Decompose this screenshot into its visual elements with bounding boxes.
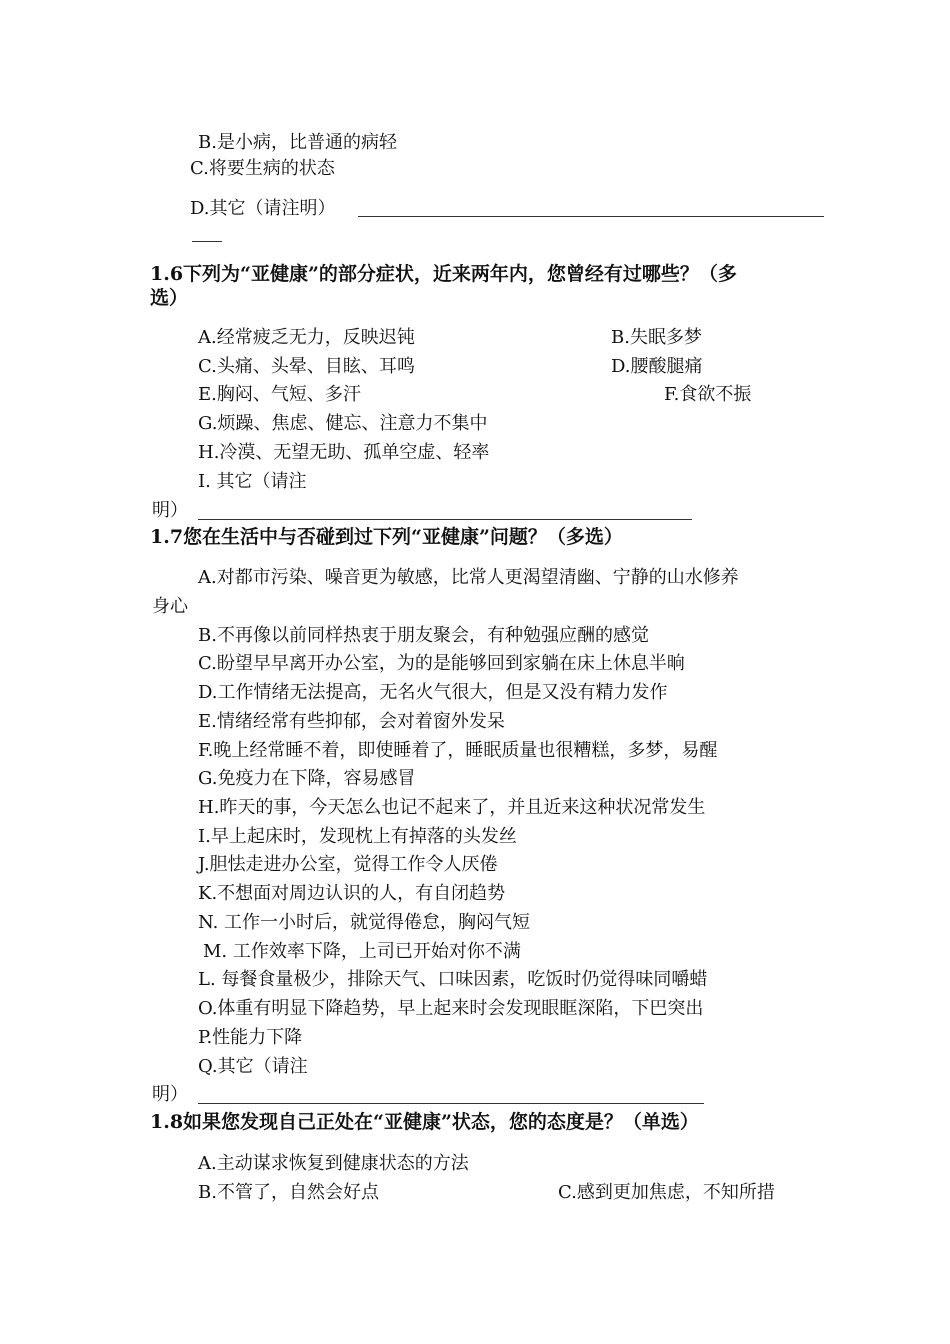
q17-option-q: Q.其它（请注 xyxy=(198,1056,308,1077)
q17-other-tail: 明） xyxy=(152,1084,188,1105)
q17-option-k: K.不想面对周边认识的人，有自闭趋势 xyxy=(198,883,506,904)
q17-option-a-line1: A.对都市污染、噪音更为敏感，比常人更渴望清幽、宁静的山水修养 xyxy=(198,567,739,588)
q15-other-blank-cont[interactable] xyxy=(192,241,222,242)
q17-option-g: G.免疫力在下降，容易感冒 xyxy=(198,768,416,789)
q17-option-c: C.盼望早早离开办公室，为的是能够回到家躺在床上休息半晌 xyxy=(198,653,685,674)
q17-title: 1.7您在生活中与否碰到过下列“亚健康”问题？（多选） xyxy=(150,526,623,548)
q18-option-b: B.不管了，自然会好点 xyxy=(198,1182,379,1203)
q16-option-e: E.胸闷、气短、多汗 xyxy=(198,384,361,405)
q17-option-d: D.工作情绪无法提高，无名火气很大，但是又没有精力发作 xyxy=(198,682,668,703)
q17-option-m: M. 工作效率下降，上司已开始对你不满 xyxy=(203,941,521,962)
q15-option-c: C.将要生病的状态 xyxy=(190,158,335,179)
q16-option-g: G.烦躁、焦虑、健忘、注意力不集中 xyxy=(198,413,488,434)
q16-title-line2: 选） xyxy=(150,287,189,309)
q15-option-d: D.其它（请注明） xyxy=(190,198,336,219)
q16-option-a: A.经常疲乏无力，反映迟钝 xyxy=(198,327,415,348)
q17-other-blank[interactable] xyxy=(198,1103,704,1104)
q17-option-a-line2: 身心 xyxy=(152,596,188,617)
q16-option-c: C.头痛、头晕、目眩、耳鸣 xyxy=(198,356,415,377)
q17-option-o: O.体重有明显下降趋势，早上起来时会发现眼眶深陷，下巴突出 xyxy=(198,998,704,1019)
q16-option-d: D.腰酸腿痛 xyxy=(611,356,703,377)
q16-other-tail: 明） xyxy=(152,500,188,521)
q16-option-i: I. 其它（请注 xyxy=(198,471,307,492)
q17-option-b: B.不再像以前同样热衷于朋友聚会，有种勉强应酬的感觉 xyxy=(198,625,649,646)
q18-option-c: C.感到更加焦虑，不知所措 xyxy=(558,1182,775,1203)
q15-option-b: B.是小病，比普通的病轻 xyxy=(198,132,397,153)
q16-option-b: B.失眠多梦 xyxy=(611,327,702,348)
q16-option-f: F.食欲不振 xyxy=(664,384,752,405)
q17-option-j: J.胆怯走进办公室，觉得工作令人厌倦 xyxy=(198,854,498,875)
q18-title: 1.8如果您发现自己正处在“亚健康”状态，您的态度是？（单选） xyxy=(150,1111,699,1133)
q17-option-p: P.性能力下降 xyxy=(198,1027,303,1048)
q17-option-n: N. 工作一小时后，就觉得倦怠，胸闷气短 xyxy=(198,912,531,933)
q17-option-f: F.晚上经常睡不着，即使睡着了，睡眠质量也很糟糕，多梦，易醒 xyxy=(198,740,718,761)
q16-title-line1: 1.6下列为“亚健康”的部分症状，近来两年内，您曾经有过哪些？（多 xyxy=(150,263,737,285)
q15-other-blank[interactable] xyxy=(358,216,824,217)
q18-option-a: A.主动谋求恢复到健康状态的方法 xyxy=(198,1153,469,1174)
q17-option-i: I.早上起床时，发现枕上有掉落的头发丝 xyxy=(198,826,517,847)
q17-option-e: E.情绪经常有些抑郁，会对着窗外发呆 xyxy=(198,711,505,732)
q17-option-l: L. 每餐食量极少，排除天气、口味因素，吃饭时仍觉得味同嚼蜡 xyxy=(198,969,708,990)
q16-other-blank[interactable] xyxy=(198,519,692,520)
q16-option-h: H.冷漠、无望无助、孤单空虚、轻率 xyxy=(198,442,490,463)
q17-option-h: H.昨天的事，今天怎么也记不起来了，并且近来这种状况常发生 xyxy=(198,797,706,818)
